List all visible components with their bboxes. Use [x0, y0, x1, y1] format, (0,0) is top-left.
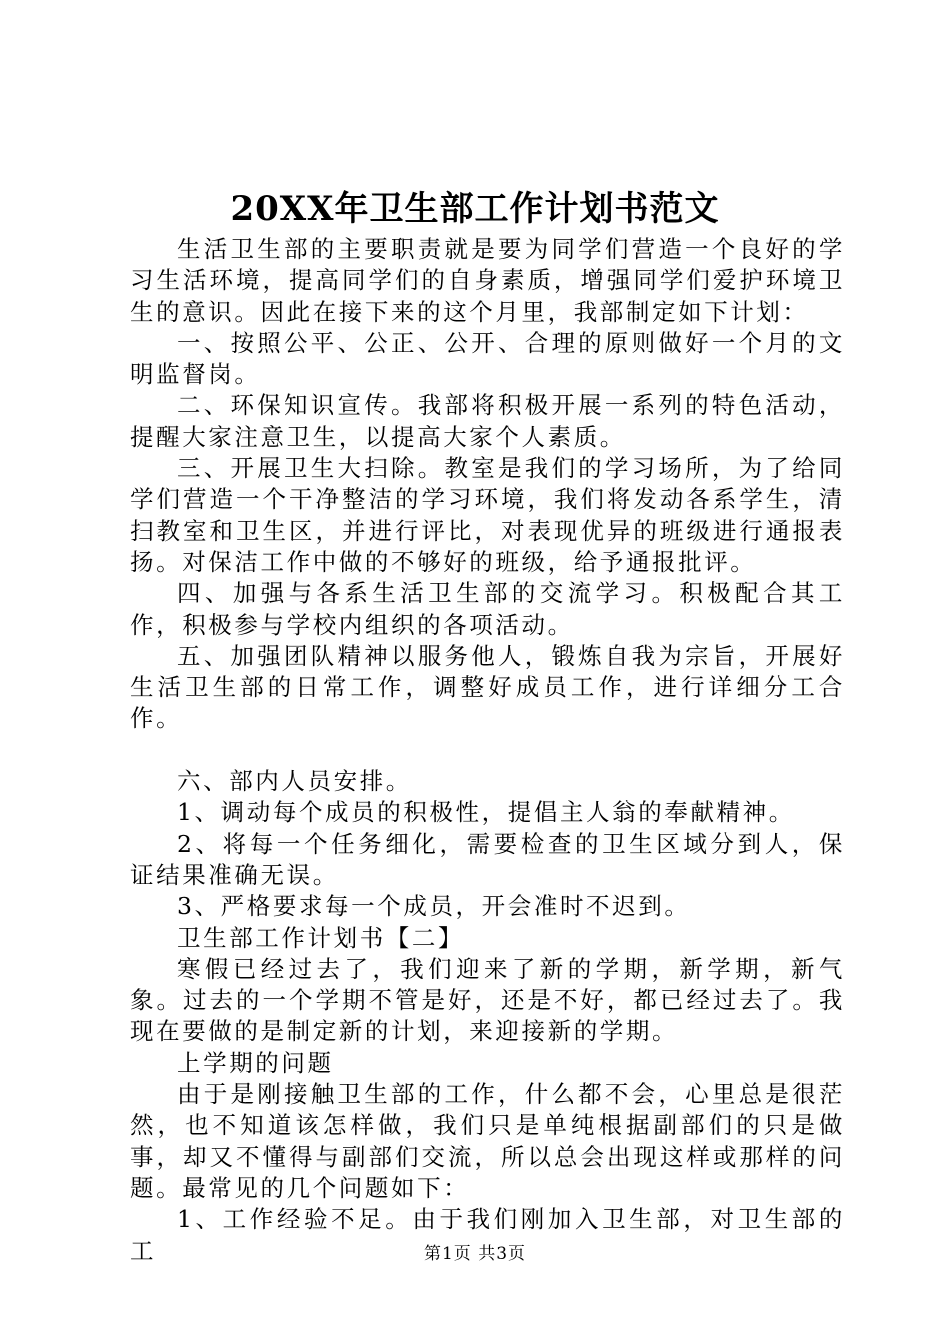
section-heading-2: 卫生部工作计划书【二】: [177, 923, 465, 952]
paragraph-issue-1: 1、工作经验不足。由于我们刚加入卫生部，对卫生部的工: [130, 1205, 845, 1265]
paragraph-item-1: 一、按照公平、公正、公开、合理的原则做好一个月的文明监督岗。: [130, 328, 845, 389]
document-body: [130, 234, 845, 1267]
paragraph-sub-2: 2、将每一个任务细化，需要检查的卫生区域分到人，保证结果准确无误。: [130, 829, 845, 889]
paragraph-sub-1: 1、调动每个成员的积极性，提倡主人翁的奉献精神。: [177, 798, 795, 827]
paragraph-intro: 生活卫生部的主要职责就是要为同学们营造一个良好的学习生活环境，提高同学们的自身素质，增强同学们爱护环境卫生的意识。因此在接下来的这个月里，我部制定如下计划：: [130, 235, 845, 326]
page-footer: 第1页 共3页: [423, 1244, 527, 1264]
paragraph-item-6: 六、部内人员安排。: [177, 767, 412, 796]
paragraph-item-3: 三、开展卫生大扫除。教室是我们的学习场所，为了给同学们营造一个干净整洁的学习环境，我们将发动各系学生，清扫教室和卫生区，并进行评比，对表现优异的班级进行通报表扬。对保洁工作中做的不够好的班级，给予通报批评。: [130, 454, 845, 576]
paragraph-item-2: 二、环保知识宣传。我部将积极开展一系列的特色活动，提醒大家注意卫生，以提高大家个人素质。: [130, 391, 845, 451]
paragraph-sub-3: 3、严格要求每一个成员，开会准时不迟到。: [177, 892, 691, 921]
paragraph-item-4: 四、加强与各系生活卫生部的交流学习。积极配合其工作，积极参与学校内组织的各项活动。: [130, 579, 845, 639]
paragraph-issues: 由于是刚接触卫生部的工作，什么都不会，心里总是很茫然，也不知道该怎样做，我们只是单纯根据副部们的只是做事，却又不懂得与副部们交流，所以总会出现这样或那样的问题。最常见的几个问题如下：: [130, 1080, 845, 1202]
blank-line: [130, 735, 845, 766]
subheading-last-term-issues: 上学期的问题: [177, 1048, 334, 1077]
paragraph-new-term: 寒假已经过去了，我们迎来了新的学期，新学期，新气象。过去的一个学期不管是好，还是不好，都已经过去了。我现在要做的是制定新的计划，来迎接新的学期。: [130, 954, 845, 1046]
paragraph-item-5: 五、加强团队精神以服务他人，锻炼自我为宗旨，开展好生活卫生部的日常工作，调整好成员工作，进行详细分工合作。: [130, 641, 845, 733]
document-title: 20XX年卫生部工作计划书范文: [230, 189, 720, 229]
